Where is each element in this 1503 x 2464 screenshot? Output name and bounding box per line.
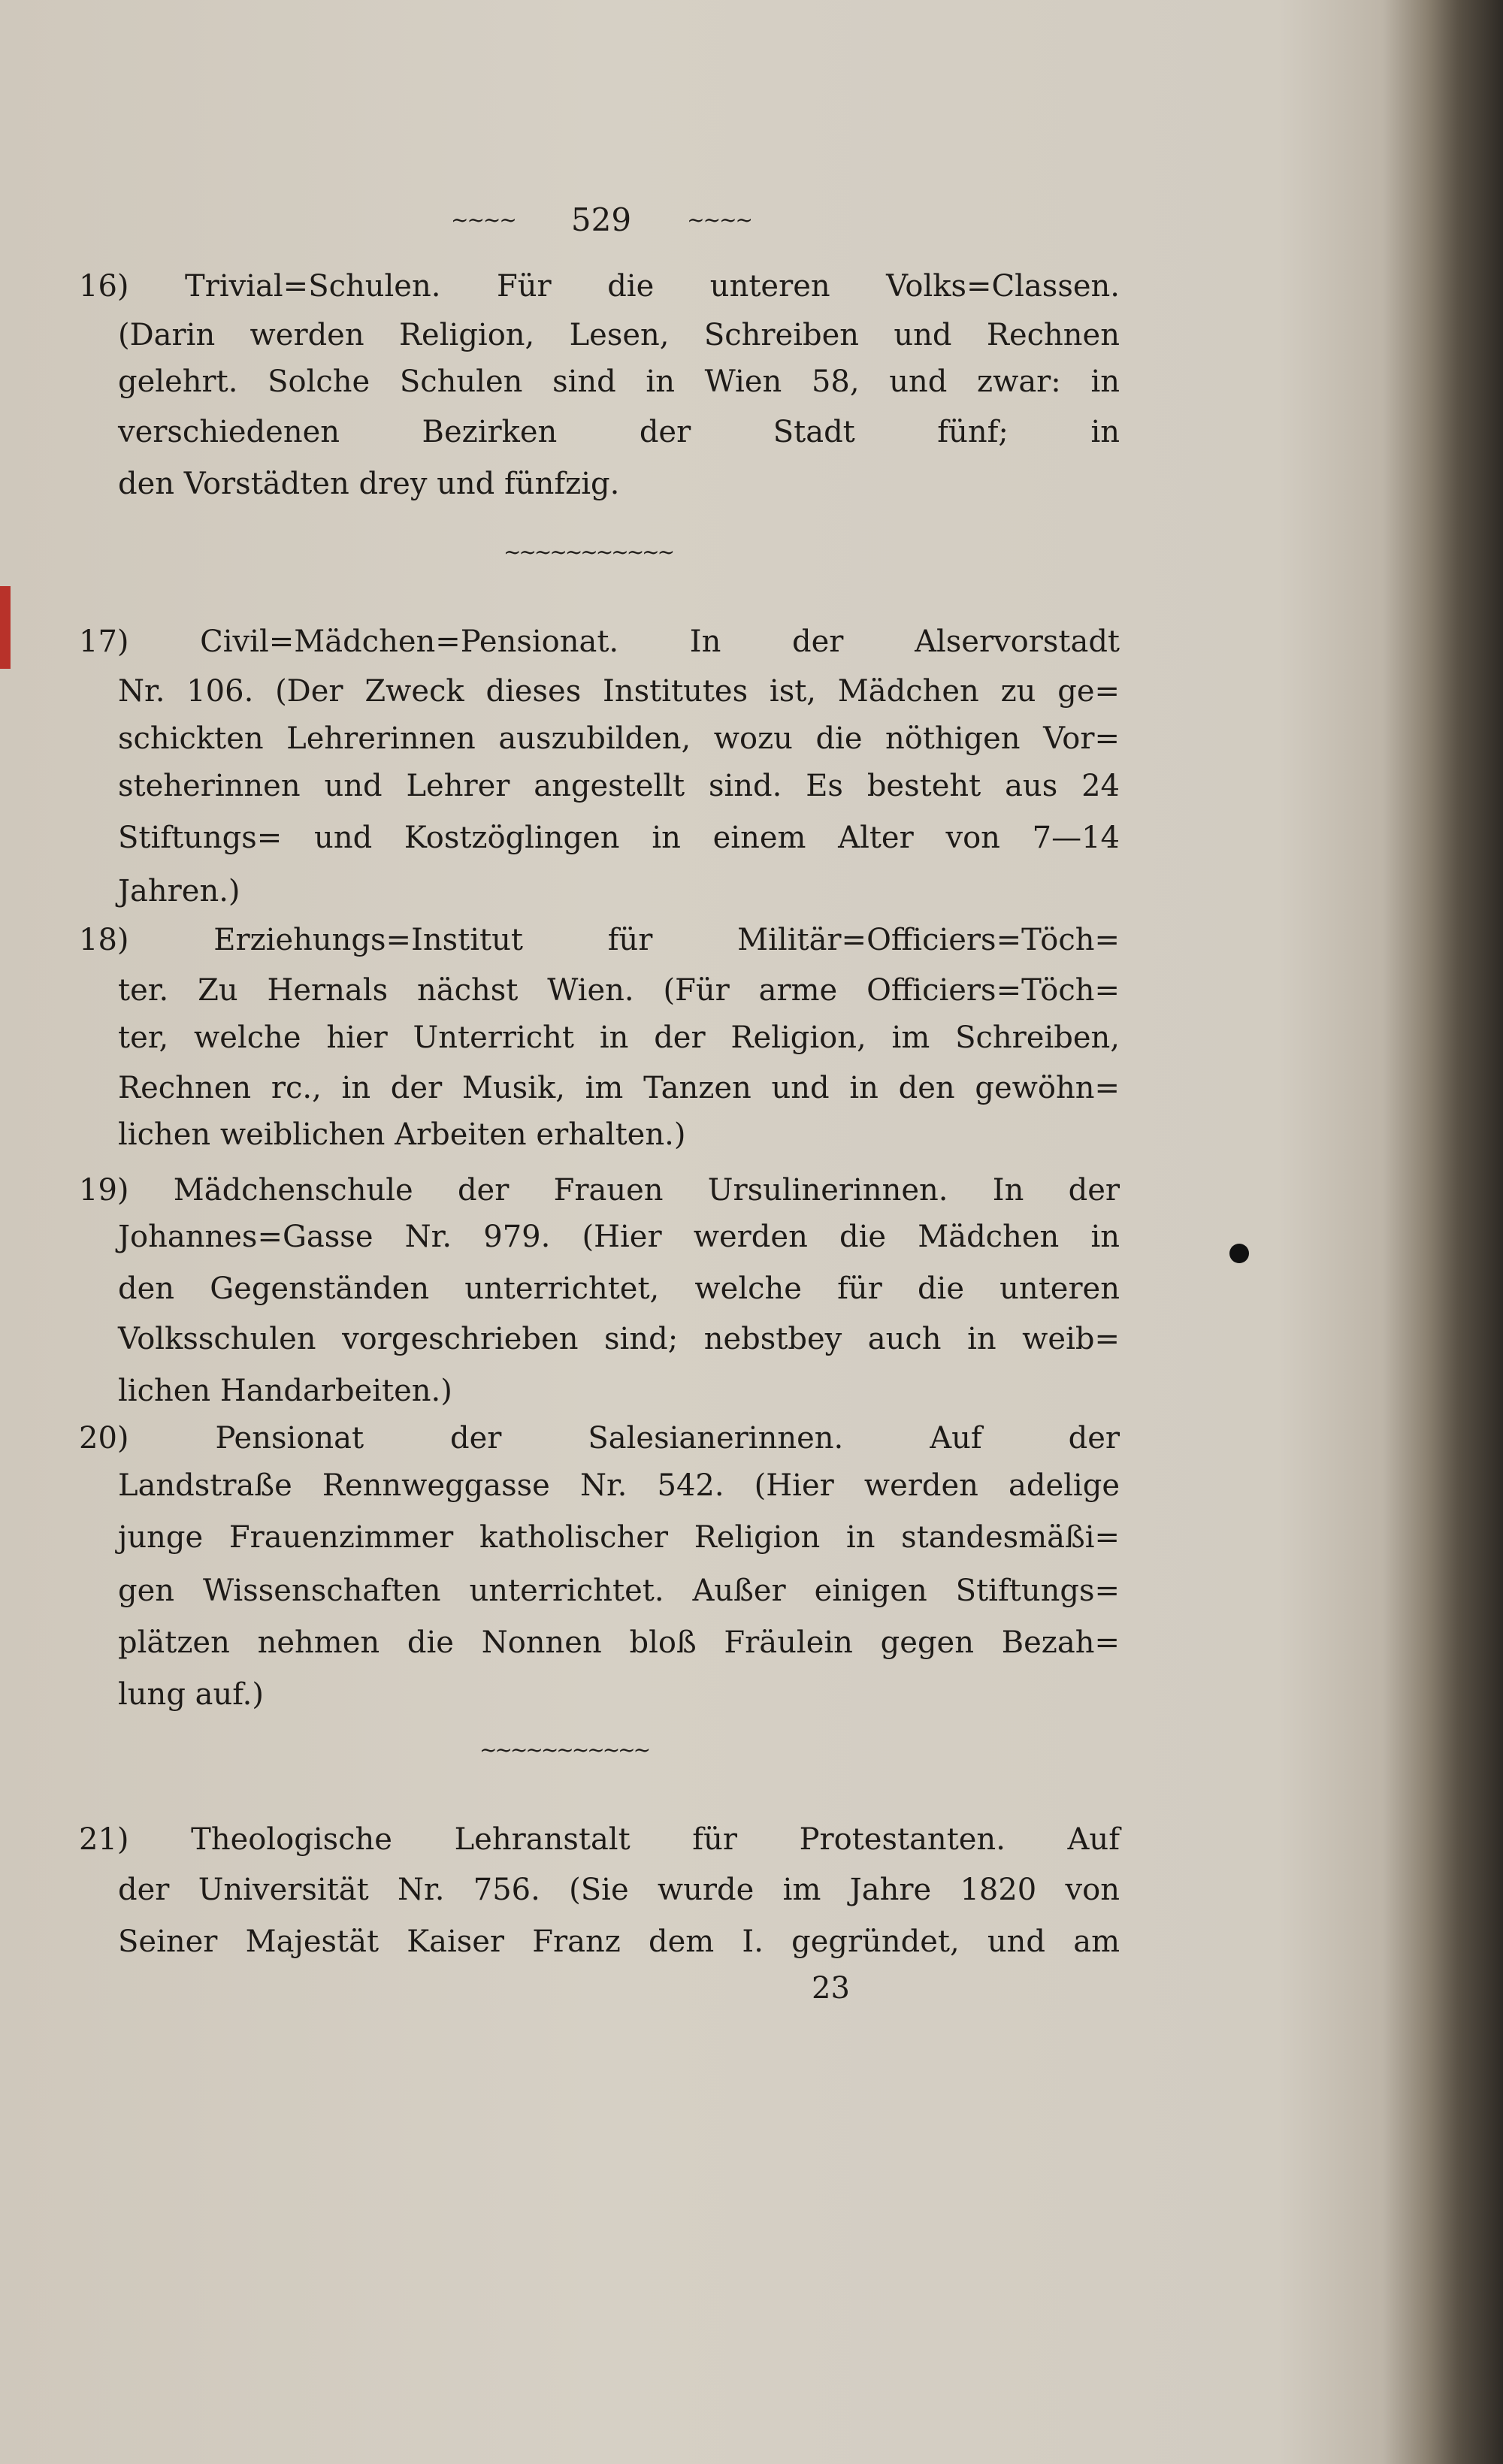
entry-18-line: Rechnen rc., in der Musik, im Tanzen und in den gewöhn= [118,1071,1120,1105]
entry-18-line: 18) Erziehungs=Institut für Militär=Officiers=Töch= [79,923,1120,957]
page-number: 529 [570,201,632,238]
entry-17-line: Jahren.) [118,874,240,909]
section-separator: ~~~~~~~~~~~ [504,540,673,564]
entry-21-line: der Universität Nr. 756. (Sie wurde im Jahre 1820 von [118,1873,1120,1907]
entry-20-line: junge Frauenzimmer katholischer Religion in standesmäßi= [118,1520,1120,1555]
entry-21-line: Seiner Majestät Kaiser Franz dem I. gegründet, und am [118,1924,1120,1959]
entry-20-line: gen Wissenschaften unterrichtet. Außer einigen Stiftungs= [118,1574,1120,1608]
entry-17-line: steherinnen und Lehrer angestellt sind. Es besteht aus 24 [118,769,1120,803]
entry-20-line: lung auf.) [118,1677,264,1712]
entry-16-line: (Darin werden Religion, Lesen, Schreiben und Rechnen [118,318,1120,352]
entry-20-line: plätzen nehmen die Nonnen bloß Fräulein gegen Bezah= [118,1625,1120,1660]
entry-19-line: lichen Handarbeiten.) [118,1374,452,1408]
entry-20-line: Landstraße Rennweggasse Nr. 542. (Hier werden adelige [118,1468,1120,1503]
header-ornament-right: ~~~~ [687,207,752,232]
ink-spot [1229,1244,1249,1263]
entry-19-line: Johannes=Gasse Nr. 979. (Hier werden die Mädchen in [118,1220,1120,1254]
entry-16-line: gelehrt. Solche Schulen sind in Wien 58, und zwar: in [118,364,1120,399]
entry-21-line: 21) Theologische Lehranstalt für Protestanten. Auf [79,1822,1120,1857]
entry-18-line: ter, welche hier Unterricht in der Religion, im Schreiben, [118,1020,1120,1055]
entry-17-line: schickten Lehrerinnen auszubilden, wozu die nöthigen Vor= [118,721,1120,756]
entry-18-line: lichen weiblichen Arbeiten erhalten.) [118,1117,686,1152]
entry-17-line: Nr. 106. (Der Zweck dieses Institutes ist, Mädchen zu ge= [118,674,1120,709]
entry-19-line: Volksschulen vorgeschrieben sind; nebstbey auch in weib= [118,1322,1120,1356]
page-edge-mark [0,586,11,669]
page-header [451,198,752,243]
entry-16-line: 16) Trivial=Schulen. Für die unteren Volks=Classen. [79,269,1120,304]
section-separator: ~~~~~~~~~~~ [479,1737,649,1762]
signature-mark: 23 [812,1971,850,2006]
header-ornament-left: ~~~~ [451,207,516,232]
entry-17-line: Stiftungs= und Kostzöglingen in einem Alter von 7—14 [118,821,1120,855]
entry-19-line: 19) Mädchenschule der Frauen Ursulinerinnen. In der [79,1173,1120,1208]
entry-16-line: verschiedenen Bezirken der Stadt fünf; in [118,415,1120,449]
entry-20-line: 20) Pensionat der Salesianerinnen. Auf der [79,1421,1120,1456]
entry-19-line: den Gegenständen unterrichtet, welche für die unteren [118,1271,1120,1306]
entry-18-line: ter. Zu Hernals nächst Wien. (Für arme Officiers=Töch= [118,973,1120,1008]
entry-17-line: 17) Civil=Mädchen=Pensionat. In der Alservorstadt [79,624,1120,659]
entry-16-line: den Vorstädten drey und fünfzig. [118,467,620,501]
